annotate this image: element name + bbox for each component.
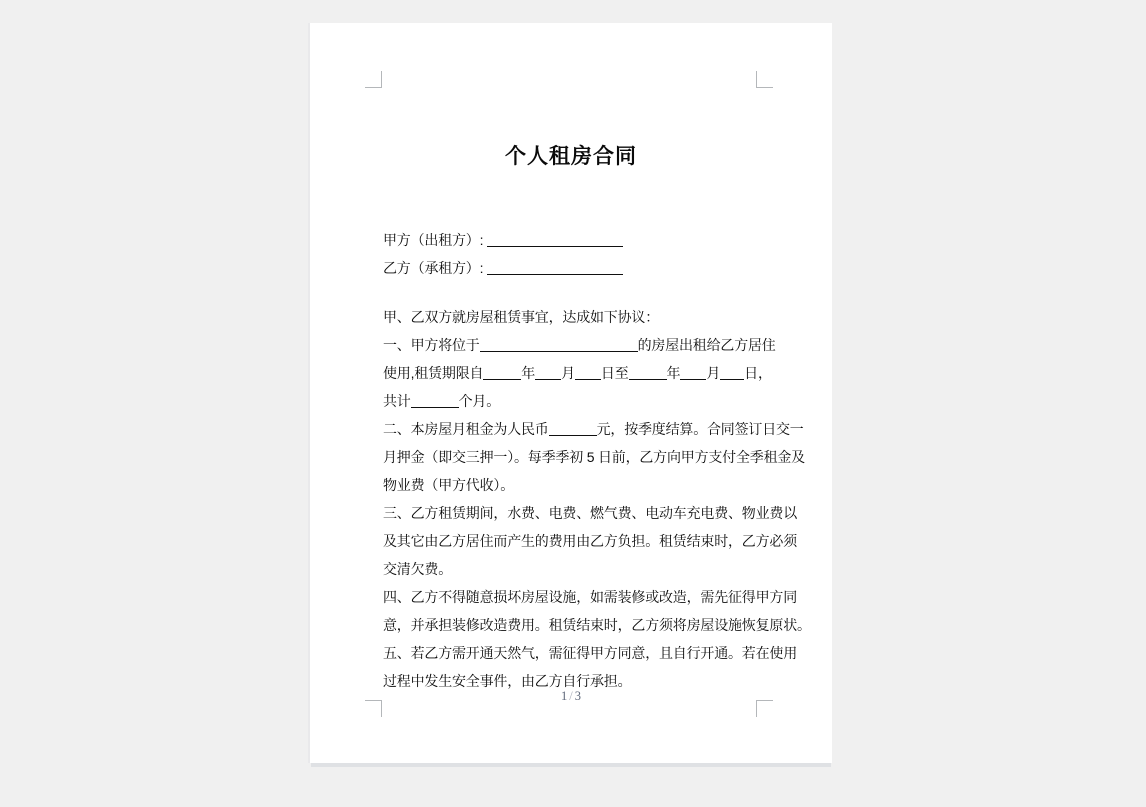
blank-underline xyxy=(483,366,521,380)
text-segment: 甲、乙双方就房屋租赁事宜，达成如下协议： xyxy=(383,309,659,325)
text-segment: 三、乙方租赁期间，水费、电费、燃气费、电动车充电费、物业费以 xyxy=(383,505,797,521)
blank-underline xyxy=(680,366,706,380)
text-segment: 乙方（承租方）: xyxy=(383,260,487,276)
text-segment: 四、乙方不得随意损坏房屋设施，如需装修或改造，需先征得甲方同 xyxy=(383,589,797,605)
document-line xyxy=(383,443,805,471)
document-line xyxy=(383,471,771,499)
blank-underline xyxy=(480,338,638,352)
document-line xyxy=(383,226,771,254)
blank-underline xyxy=(575,366,601,380)
blank-underline xyxy=(535,366,561,380)
blank-underline xyxy=(720,366,744,380)
document-line xyxy=(383,415,804,443)
document-line xyxy=(383,639,797,667)
text-segment: 元，按季度结算。合同签订日交一 xyxy=(596,421,804,437)
text-segment: 及其它由乙方居住而产生的费用由乙方负担。租赁结束时，乙方必须 xyxy=(383,533,797,549)
document-line xyxy=(383,254,771,282)
document-line xyxy=(383,555,771,583)
text-segment: 的房屋出租给乙方居住 xyxy=(637,337,776,353)
text-segment: 月 xyxy=(706,365,721,381)
document-line xyxy=(383,527,797,555)
text-segment: 年 xyxy=(666,365,681,381)
text-segment: 二、本房屋月租金为人民币 xyxy=(383,421,549,437)
text-segment: 五、若乙方需开通天然气，需征得甲方同意，且自行开通。若在使用 xyxy=(383,645,797,661)
page-number-total: 3 xyxy=(574,689,581,703)
text-segment: 过程中发生安全事件，由乙方自行承担。 xyxy=(383,673,632,689)
blank-underline xyxy=(629,366,667,380)
document-line xyxy=(383,387,771,415)
text-segment: 日， xyxy=(744,365,772,381)
text-segment: 日至 xyxy=(600,365,629,381)
document-line xyxy=(383,611,811,639)
blank-underline xyxy=(411,394,459,408)
document-line xyxy=(383,331,776,359)
margin-mark-top-left xyxy=(365,71,382,88)
text-segment: 交清欠费。 xyxy=(383,561,452,577)
document-page xyxy=(310,23,832,763)
text-segment: 月 xyxy=(561,365,575,381)
page-number-current: 1 xyxy=(561,689,568,703)
document-line xyxy=(383,583,797,611)
text-segment: 年 xyxy=(521,365,536,381)
margin-mark-top-right xyxy=(756,71,773,88)
blank-underline xyxy=(549,422,597,436)
blank-underline xyxy=(487,261,623,275)
text-segment: 一、甲方将位于 xyxy=(383,337,480,353)
text-segment: 物业费（甲方代收）。 xyxy=(383,477,514,493)
document-body xyxy=(383,226,811,695)
page-number xyxy=(310,686,832,706)
document-title: 个人租房合同 xyxy=(505,144,637,168)
document-line xyxy=(383,303,771,331)
text-segment: 使用,租赁期限自 xyxy=(383,365,484,381)
document-line xyxy=(383,359,771,387)
text-segment: 月押金（即交三押一）。每季季初 5 日前，乙方向甲方支付全季租金及 xyxy=(383,449,805,465)
text-segment: 甲方（出租方）: xyxy=(383,232,487,248)
text-segment: 意，并承担装修改造费用。租赁结束时，乙方须将房屋设施恢复原状。 xyxy=(383,617,811,633)
document-line xyxy=(383,499,797,527)
page-number-separator: / xyxy=(569,689,573,703)
blank-underline xyxy=(487,233,623,247)
text-segment: 共计 xyxy=(383,393,411,409)
text-segment: 个月。 xyxy=(458,393,501,409)
